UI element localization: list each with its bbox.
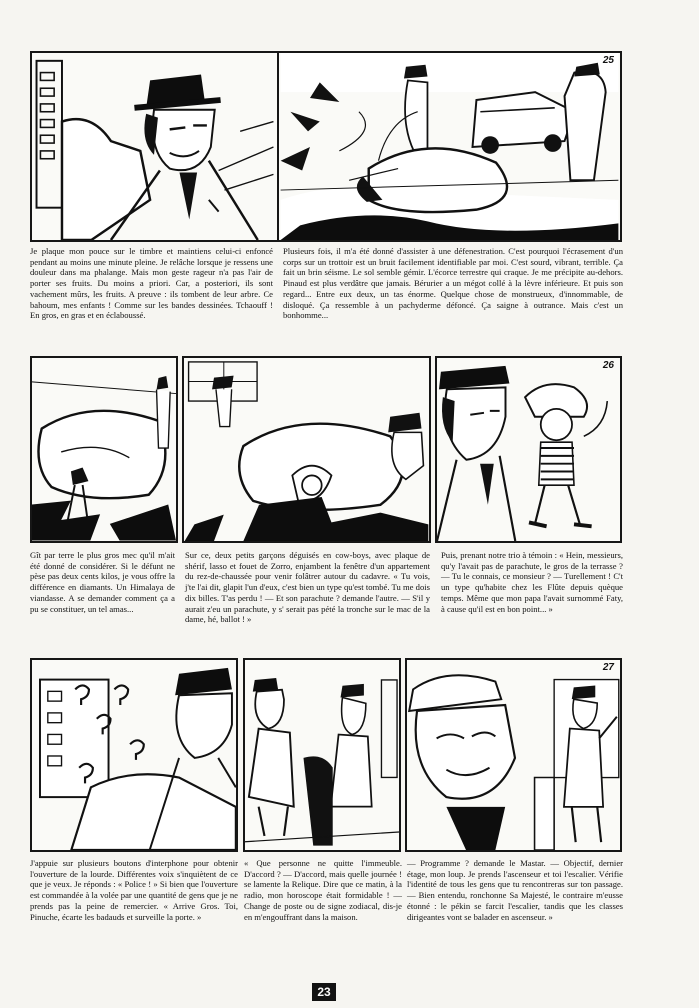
panel-3-drawing — [32, 358, 176, 541]
panel-2-body-on-pavement — [277, 51, 622, 242]
caption-5: Puis, prenant notre trio à témoin : « Hein, messieurs, qu'y l'avait pas de parachute, le gros de la terrasse ? — Tu le connais, ce monsieur ? — Turellement ! C't un type qu'habite chez les Flûte depuis quèque temps. Même que mon papa l'avait surnommé Faty, à cause qu'il est en bon point... » — [441, 550, 623, 614]
panel-3-massive-body — [30, 356, 178, 543]
panel-1-drawing — [32, 53, 277, 240]
caption-4: Sur ce, deux petits garçons déguisés en cow-boys, avec plaque de shérif, lasso et fouet de Zorro, enjambent la fenêtre d'un appartement du rez-de-chaussée pour venir folâtrer autour du cadavre. « Tu vois, j'te l'ai dit, glapit l'un d'eux, c'est bien un type qu'est tombé. Tu me dois dix billes. T'as perdu ! — Et son parachute ? demande l'autre. — S'il y aurait z'eu un parachute, y s' serait pas pété la tronche sur le mac de la dame, hé, ballot ! » — [185, 550, 430, 625]
panel-1-thumb-on-buzzer — [30, 51, 279, 242]
panel-4-cowboy-kids — [182, 356, 431, 543]
panel-2-drawing — [279, 53, 620, 240]
panel-7-drawing — [245, 660, 399, 850]
page-number: 23 — [312, 983, 336, 1001]
panel-8-drawing — [407, 660, 620, 850]
panel-number: 27 — [602, 662, 614, 673]
caption-7: « Que personne ne quitte l'immeuble. D'accord ? — D'accord, mais quelle journée ! se lamente la Relique. Dire que ce matin, à la radio, mon horoscope était formidable ! — Change de poste ou de signe zodiacal, dis-je en m'engouffrant dans la maison. — [244, 858, 402, 922]
panel-8-staircase — [405, 658, 622, 852]
panel-5-boy-with-hat — [435, 356, 622, 543]
caption-6: J'appuie sur plusieurs boutons d'interphone pour obtenir l'ouverture de la lourde. Différentes voix s'inquiètent de ce que je veux. Je réponds : « Police ! » Si bien que l'ouverture est commandée à la volée par une quantité de gens que je ne prends pas la peine de remercier. « Arrive Gros. Toi, Pinuche, écarte les badauds et surveille la porte. » — [30, 858, 238, 922]
panel-number: 26 — [602, 360, 614, 371]
panel-6-intercom — [30, 658, 238, 852]
caption-1: Je plaque mon pouce sur le timbre et maintiens celui-ci enfoncé pendant au moins une minute pleine. Je relâche lorsque je ressens une douleur dans ma phalange. Mais mon geste rageur n'a pas l'air de porter ses fruits. Du moins a priori. Car, a posteriori, ils sont vachement mûrs, les fruits. A preuve : ils tombent de leur arbre. Ce bahoum, mes enfants ! Comme sur les bandes dessinées. Tchaouff ! En gros, en gras et en éclaboussé. — [30, 246, 273, 321]
panel-4-drawing — [184, 358, 429, 541]
panel-6-drawing — [32, 660, 236, 850]
caption-2: Plusieurs fois, il m'a été donné d'assister à une défenestration. C'est pourquoi l'écrasement d'un corps sur un trottoir est un bruit facilement identifiable par moi. C'est sourd, vibrant, terrible. Ça fait un brin séisme. Le sol semble gémir. L'écorce terrestre qui craque. Je me précipite au-dehors. Pinaud est plus verdâtre que jamais. Bérurier a un mégot collé à la lèvre inférieure. Et puis son regard... Entre eux deux, un tas énorme. Quelque chose de monstrueux, d'innommable, de disloqué. Ça ressemble à un pachyderme défoncé. Ça saigne à outrance. Mais c'est un bonhomme... — [283, 246, 623, 321]
caption-8: — Programme ? demande le Mastar. — Objectif, dernier étage, mon loup. Je prends l'ascenseur et toi l'escalier. Vérifie l'identité de tous les gens que tu rencontreras sur ton passage. — Bien entendu, ronchonne Sa Majesté, le contraire m'eusse étonné : le pékin se farcit l'escalier, tandis que les classes dirigeantes vont se balader en ascenseur. » — [407, 858, 623, 922]
panel-number: 25 — [602, 55, 614, 66]
panel-7-entering-building — [243, 658, 401, 852]
panel-5-drawing — [437, 358, 620, 541]
caption-3: Gît par terre le plus gros mec qu'il m'ait été donné de considérer. Si le défunt ne pèse pas deux cents kilos, je vous offre la différence en diamants. Un Himalaya de viandasse. A se demander comment ça a pu se constituer, un tel amas... — [30, 550, 175, 614]
